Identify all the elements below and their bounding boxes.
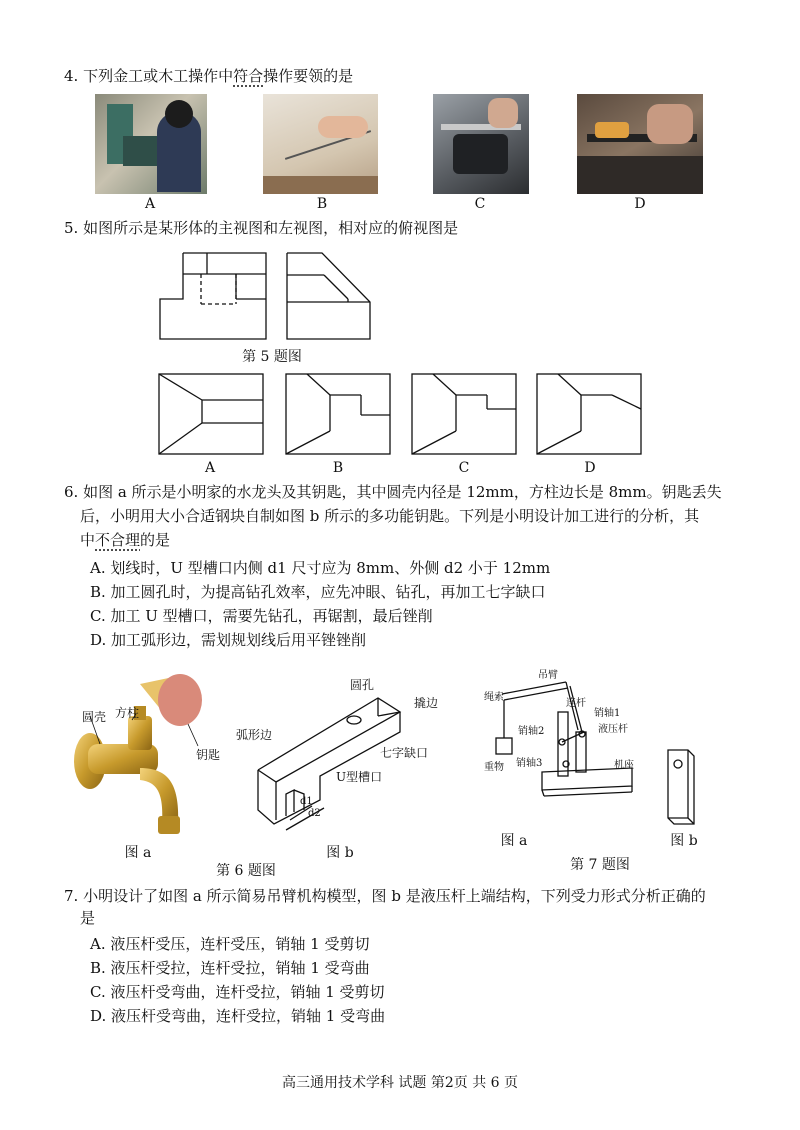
q4-label-d: D xyxy=(634,196,646,212)
q6-option-b: B. 加工圆孔时，为提高钻孔效率，应先冲眼、钻孔，再加工七字缺口 xyxy=(90,583,546,601)
q7-label-weight: 重物 xyxy=(484,762,504,773)
q6-stem-line2: 后，小明用大小合适钢块自制如图 b 所示的多功能钥匙。下列是小明设计加工进行的分析，其 xyxy=(80,507,700,525)
q6-label-column: 方柱 xyxy=(115,706,140,720)
q7-fig-a-caption: 图 a xyxy=(500,833,528,849)
q6-label-d1: d1 xyxy=(300,796,313,807)
q7-label-base: 机座 xyxy=(614,760,634,771)
q6-label-hole: 圆孔 xyxy=(350,678,375,692)
q7-label-boom: 吊臂 xyxy=(538,670,558,681)
q5-label-a: A xyxy=(204,460,216,476)
q7-label-rope: 绳索 xyxy=(484,692,504,703)
q7-option-b: B. 液压杆受拉，连杆受拉，销轴 1 受弯曲 xyxy=(90,959,370,977)
q4-photo-d xyxy=(577,94,703,194)
q7-label-link: 连杆 xyxy=(566,698,586,709)
q5-option-d-view xyxy=(536,373,642,455)
q7-option-d: D. 液压杆受弯曲，连杆受拉，销轴 1 受弯曲 xyxy=(90,1007,386,1025)
q6-label-d2: d2 xyxy=(308,808,321,819)
q5-front-view xyxy=(159,252,267,340)
q5-option-b-view xyxy=(285,373,391,455)
q7-label-pin3: 销轴3 xyxy=(516,758,543,769)
q7-label-pin2: 销轴2 xyxy=(518,726,545,737)
q6-label-key: 钥匙 xyxy=(196,748,221,762)
q4-label-b: B xyxy=(316,196,328,212)
q6-stem-line3: 中不合理的是 xyxy=(80,531,171,549)
q5-caption: 第 5 题图 xyxy=(242,349,302,365)
q6-emphasis: 不合理 xyxy=(95,531,141,549)
q6-stem-line1: 6. 如图 a 所示是小明家的水龙头及其钥匙，其中圆壳内径是 12mm，方柱边长是 8mm。钥匙丢失 xyxy=(64,483,722,501)
q6-fig-a-caption: 图 a xyxy=(124,845,152,861)
q7-stem-line1: 7. 小明设计了如图 a 所示简易吊臂机构模型，图 b 是液压杆上端结构，下列受力形式分析正确的 xyxy=(64,887,706,905)
q6-label-notch: 七字缺口 xyxy=(380,746,429,760)
q4-photo-c xyxy=(433,94,529,194)
q5-label-b: B xyxy=(332,460,344,476)
q6-caption: 第 6 题图 xyxy=(216,863,276,879)
q7-stem-line2: 是 xyxy=(80,909,96,927)
q4-stem: 4. 下列金工或木工操作中符合操作要领的是 xyxy=(64,67,354,85)
q7-label-pin1: 销轴1 xyxy=(594,708,621,719)
q6-label-shell: 圆壳 xyxy=(82,710,107,724)
q7-crane-drawing xyxy=(482,672,642,822)
q6-label-arc: 弧形边 xyxy=(236,728,273,742)
q7-caption: 第 7 题图 xyxy=(570,857,630,873)
q7-option-c: C. 液压杆受弯曲，连杆受拉，销轴 1 受剪切 xyxy=(90,983,385,1001)
q5-left-view xyxy=(286,252,372,340)
q5-option-a-view xyxy=(158,373,264,455)
page-footer: 高三通用技术学科 试题 第2页 共 6 页 xyxy=(281,1075,519,1091)
q5-option-c-view xyxy=(411,373,517,455)
q7-option-a: A. 液压杆受压，连杆受压，销轴 1 受剪切 xyxy=(90,935,370,953)
q4-label-c: C xyxy=(474,196,486,212)
q4-emphasis: 符合 xyxy=(233,67,264,85)
q7-label-cylinder: 液压杆 xyxy=(598,724,628,735)
q5-label-d: D xyxy=(584,460,596,476)
q7-fig-b-caption: 图 b xyxy=(670,833,698,849)
q4-photo-a xyxy=(95,94,207,194)
q6-option-c: C. 加工 U 型槽口，需要先钻孔，再锯割，最后锉削 xyxy=(90,607,433,625)
q5-stem: 5. 如图所示是某形体的主视图和左视图，相对应的俯视图是 xyxy=(64,219,459,237)
q6-label-pry: 撬边 xyxy=(414,696,439,710)
q7-rod-end-drawing xyxy=(664,748,704,828)
q4-photo-b xyxy=(263,94,378,194)
q4-label-a: A xyxy=(144,196,156,212)
q6-label-slot: U型槽口 xyxy=(336,770,383,784)
q6-option-a: A. 划线时，U 型槽口内侧 d1 尺寸应为 8mm、外侧 d2 小于 12mm xyxy=(90,559,551,577)
q6-fig-b-caption: 图 b xyxy=(326,845,354,861)
q5-label-c: C xyxy=(458,460,470,476)
q6-option-d: D. 加工弧形边，需划规划线后用平锉锉削 xyxy=(90,631,367,649)
